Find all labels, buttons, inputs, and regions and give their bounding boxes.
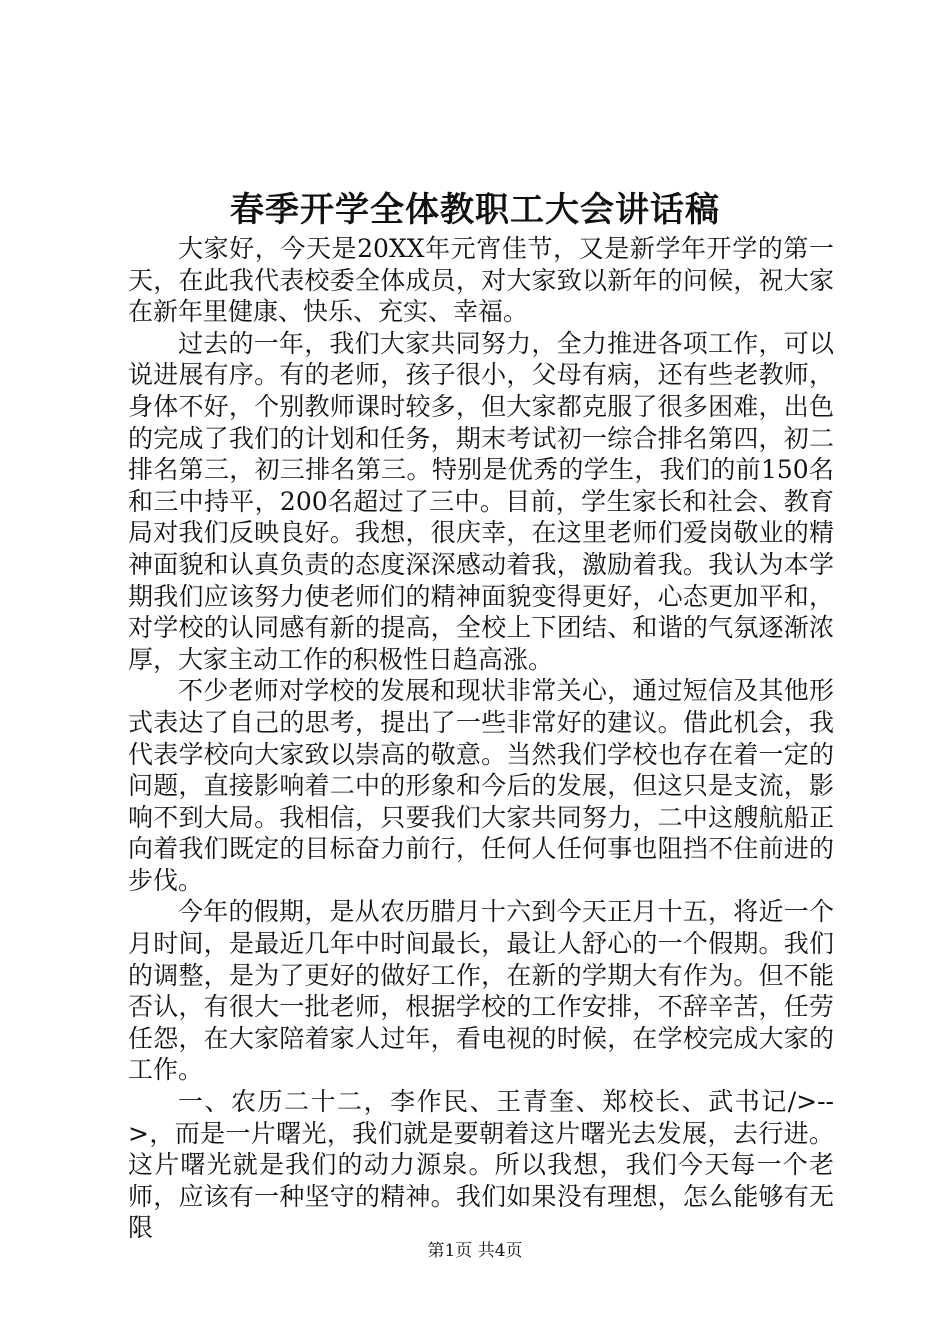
document-body	[128, 233, 834, 1244]
paragraph: 今年的假期，是从农历腊月十六到今天正月十五，将近一个月时间，是最近几年中时间最长，最让人舒心的一个假期。我们的调整，是为了更好的做好工作，在新的学期大有作为。但不能否认，有很大一批老师，根据学校的工作安排，不辞辛苦，任劳任怨，在大家陪着家人过年，看电视的时候，在学校完成大家的工作。	[128, 897, 834, 1085]
document-title: 春季开学全体教职工大会讲话稿	[230, 190, 720, 230]
paragraph: 不少老师对学校的发展和现状非常关心，通过短信及其他形式表达了自己的思考，提出了一些非常好的建议。借此机会，我代表学校向大家致以崇高的敬意。当然我们学校也存在着一定的问题，直接影响着二中的形象和今后的发展，但这只是支流，影响不到大局。我相信，只要我们大家共同努力，二中这艘航船正向着我们既定的目标奋力前行，任何人任何事也阻挡不住前进的步伐。	[128, 676, 834, 895]
paragraph: 过去的一年，我们大家共同努力，全力推进各项工作，可以说进展有序。有的老师，孩子很小，父母有病，还有些老教师，身体不好，个别教师课时较多，但大家都克服了很多困难，出色的完成了我们的计划和任务，期末考试初一综合排名第四，初二排名第三，初三排名第三。特别是优秀的学生，我们的前150名和三中持平，200名超过了三中。目前，学生家长和社会、教育局对我们反映良好。我想，很庆幸，在这里老师们爱岗敬业的精神面貌和认真负责的态度深深感动着我，激励着我。我认为本学期我们应该努力使老师们的精神面貌变得更好，心态更加平和，对学校的认同感有新的提高，全校上下团结、和谐的气氛逐渐浓厚，大家主动工作的积极性日趋高涨。	[128, 328, 834, 674]
paragraph: 大家好，今天是20XX年元宵佳节，又是新学年开学的第一天，在此我代表校委全体成员，对大家致以新年的问候，祝大家在新年里健康、快乐、充实、幸福。	[128, 234, 834, 327]
paragraph: 一、农历二十二，李作民、王青奎、郑校长、武书记/>-->，而是一片曙光，我们就是要朝着这片曙光去发展，去行进。这片曙光就是我们的动力源泉。所以我想，我们今天每一个老师，应该有一种坚守的精神。我们如果没有理想，怎么能够有无限	[128, 1087, 834, 1243]
page-footer: 第1页 共4页	[427, 1241, 523, 1261]
